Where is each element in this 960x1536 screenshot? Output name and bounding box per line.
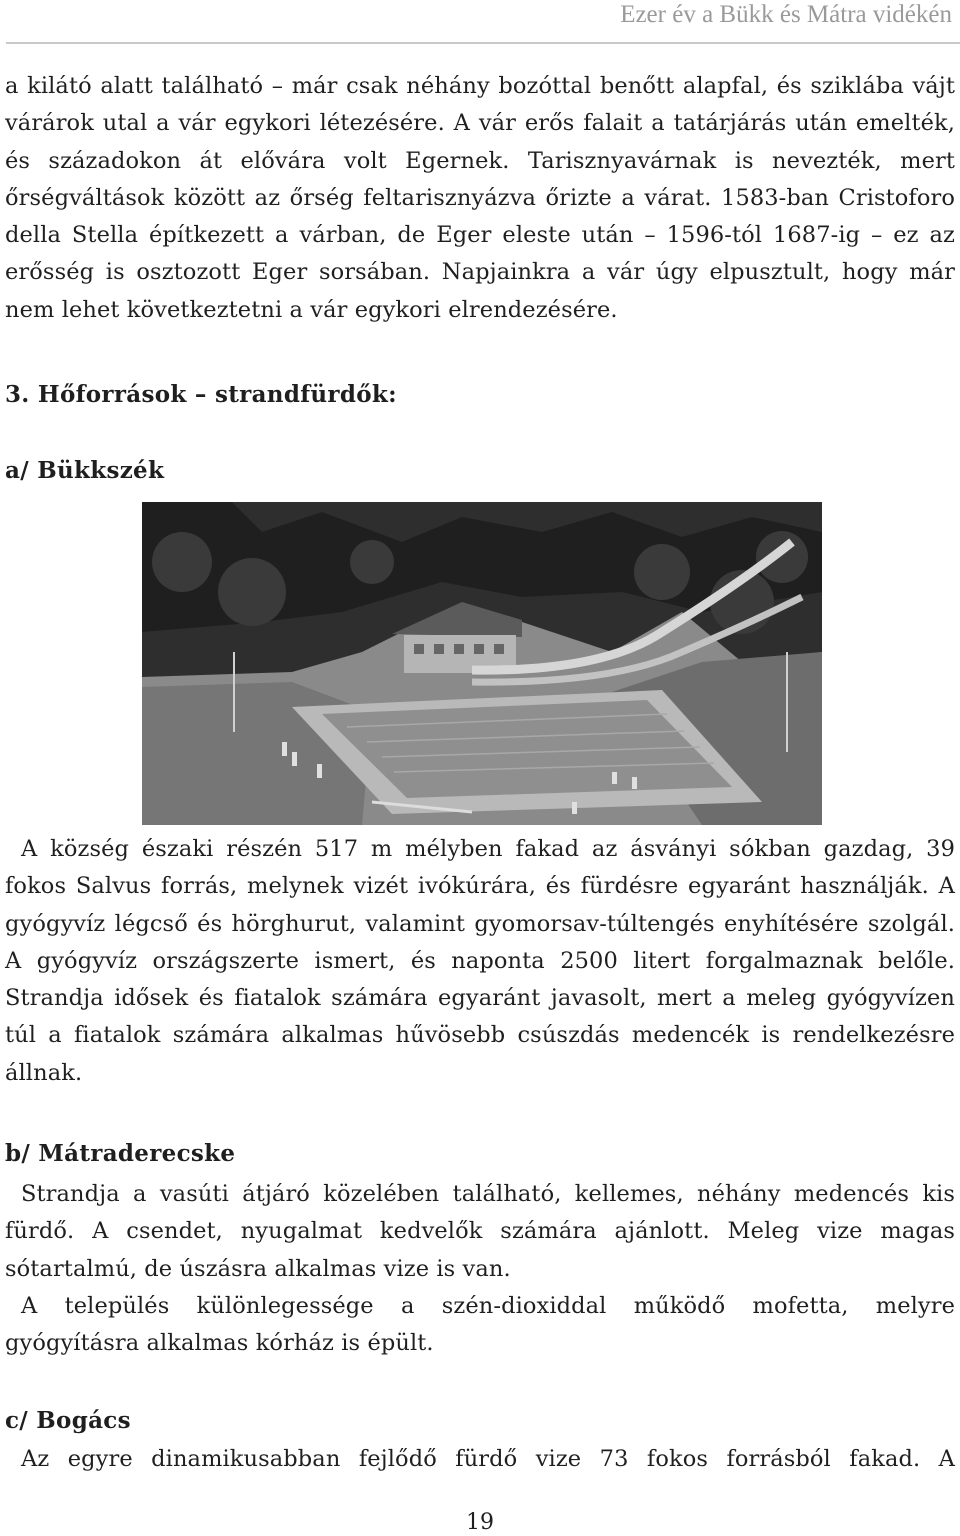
subsection-heading-matraderecske: b/ Mátraderecske (5, 1140, 236, 1167)
section-heading-hot-springs: 3. Hőforrások – strandfürdők: (5, 381, 397, 408)
header-divider (6, 42, 960, 44)
matraderecske-paragraph-2: A település különlegessége a szén-dioxiddal működő mofetta, melyre gyógyításra alkalmas kórház is épült. (5, 1292, 955, 1357)
subsection-heading-bogacs: c/ Bogács (5, 1407, 131, 1434)
running-header-title: Ezer év a Bükk és Mátra vidékén (620, 1, 952, 28)
bogacs-text-block (5, 1441, 955, 1478)
subsection-heading-bukkszek: a/ Bükkszék (5, 457, 165, 484)
intro-text-block (5, 68, 955, 329)
bukkszek-paragraph: A község északi részén 517 m mélyben fakad az ásványi sókban gazdag, 39 fokos Salvus forrás, melynek vizét ivókúrára, és fürdésre egyaránt használják. A gyógyvíz légcső és hörghurut, valamint gyomorsav-túltengés enyhítésére szolgál. A gyógyvíz országszerte ismert, és naponta 2500 litert forgalmaznak belőle. Strandja idősek és fiatalok számára egyaránt javasolt, mert a meleg gyógyvízen túl a fiatalok számára alkalmas hűvösebb csúszdás medencék is rendelkezésre állnak. (5, 836, 955, 1086)
page-number: 19 (466, 1510, 494, 1535)
bukkszek-strand-photo (142, 502, 822, 825)
matraderecske-paragraph-1: Strandja a vasúti átjáró közelében található, kellemes, néhány medencés kis fürdő. A csendet, nyugalmat kedvelők számára ajánlott. Meleg vize magas sótartalmú, de úszásra alkalmas vize is van. (5, 1181, 955, 1282)
intro-paragraph: a kilátó alatt található – már csak néhány bozóttal benőtt alapfal, és sziklába vájt várárok utal a vár egykori létezésére. A vár erős falait a tatárjárás után emelték, és századokon át elővára volt Egernek. Tarisznyavárnak is nevezték, mert őrségváltások között az őrség feltarisznyázva őrizte a várat. 1583-ban Cristoforo della Stella építkezett a várban, de Eger eleste után – 1596-tól 1687-ig – ez az erősség is osztozott Eger sorsában. Napjainkra a vár úgy elpusztult, hogy már nem lehet következtetni a vár egykori elrendezésére. (5, 73, 955, 323)
matraderecske-text-block (5, 1176, 955, 1362)
bukkszek-text-block (5, 831, 955, 1092)
bogacs-paragraph: Az egyre dinamikusabban fejlődő fürdő vize 73 fokos forrásból fakad. A (21, 1446, 955, 1472)
